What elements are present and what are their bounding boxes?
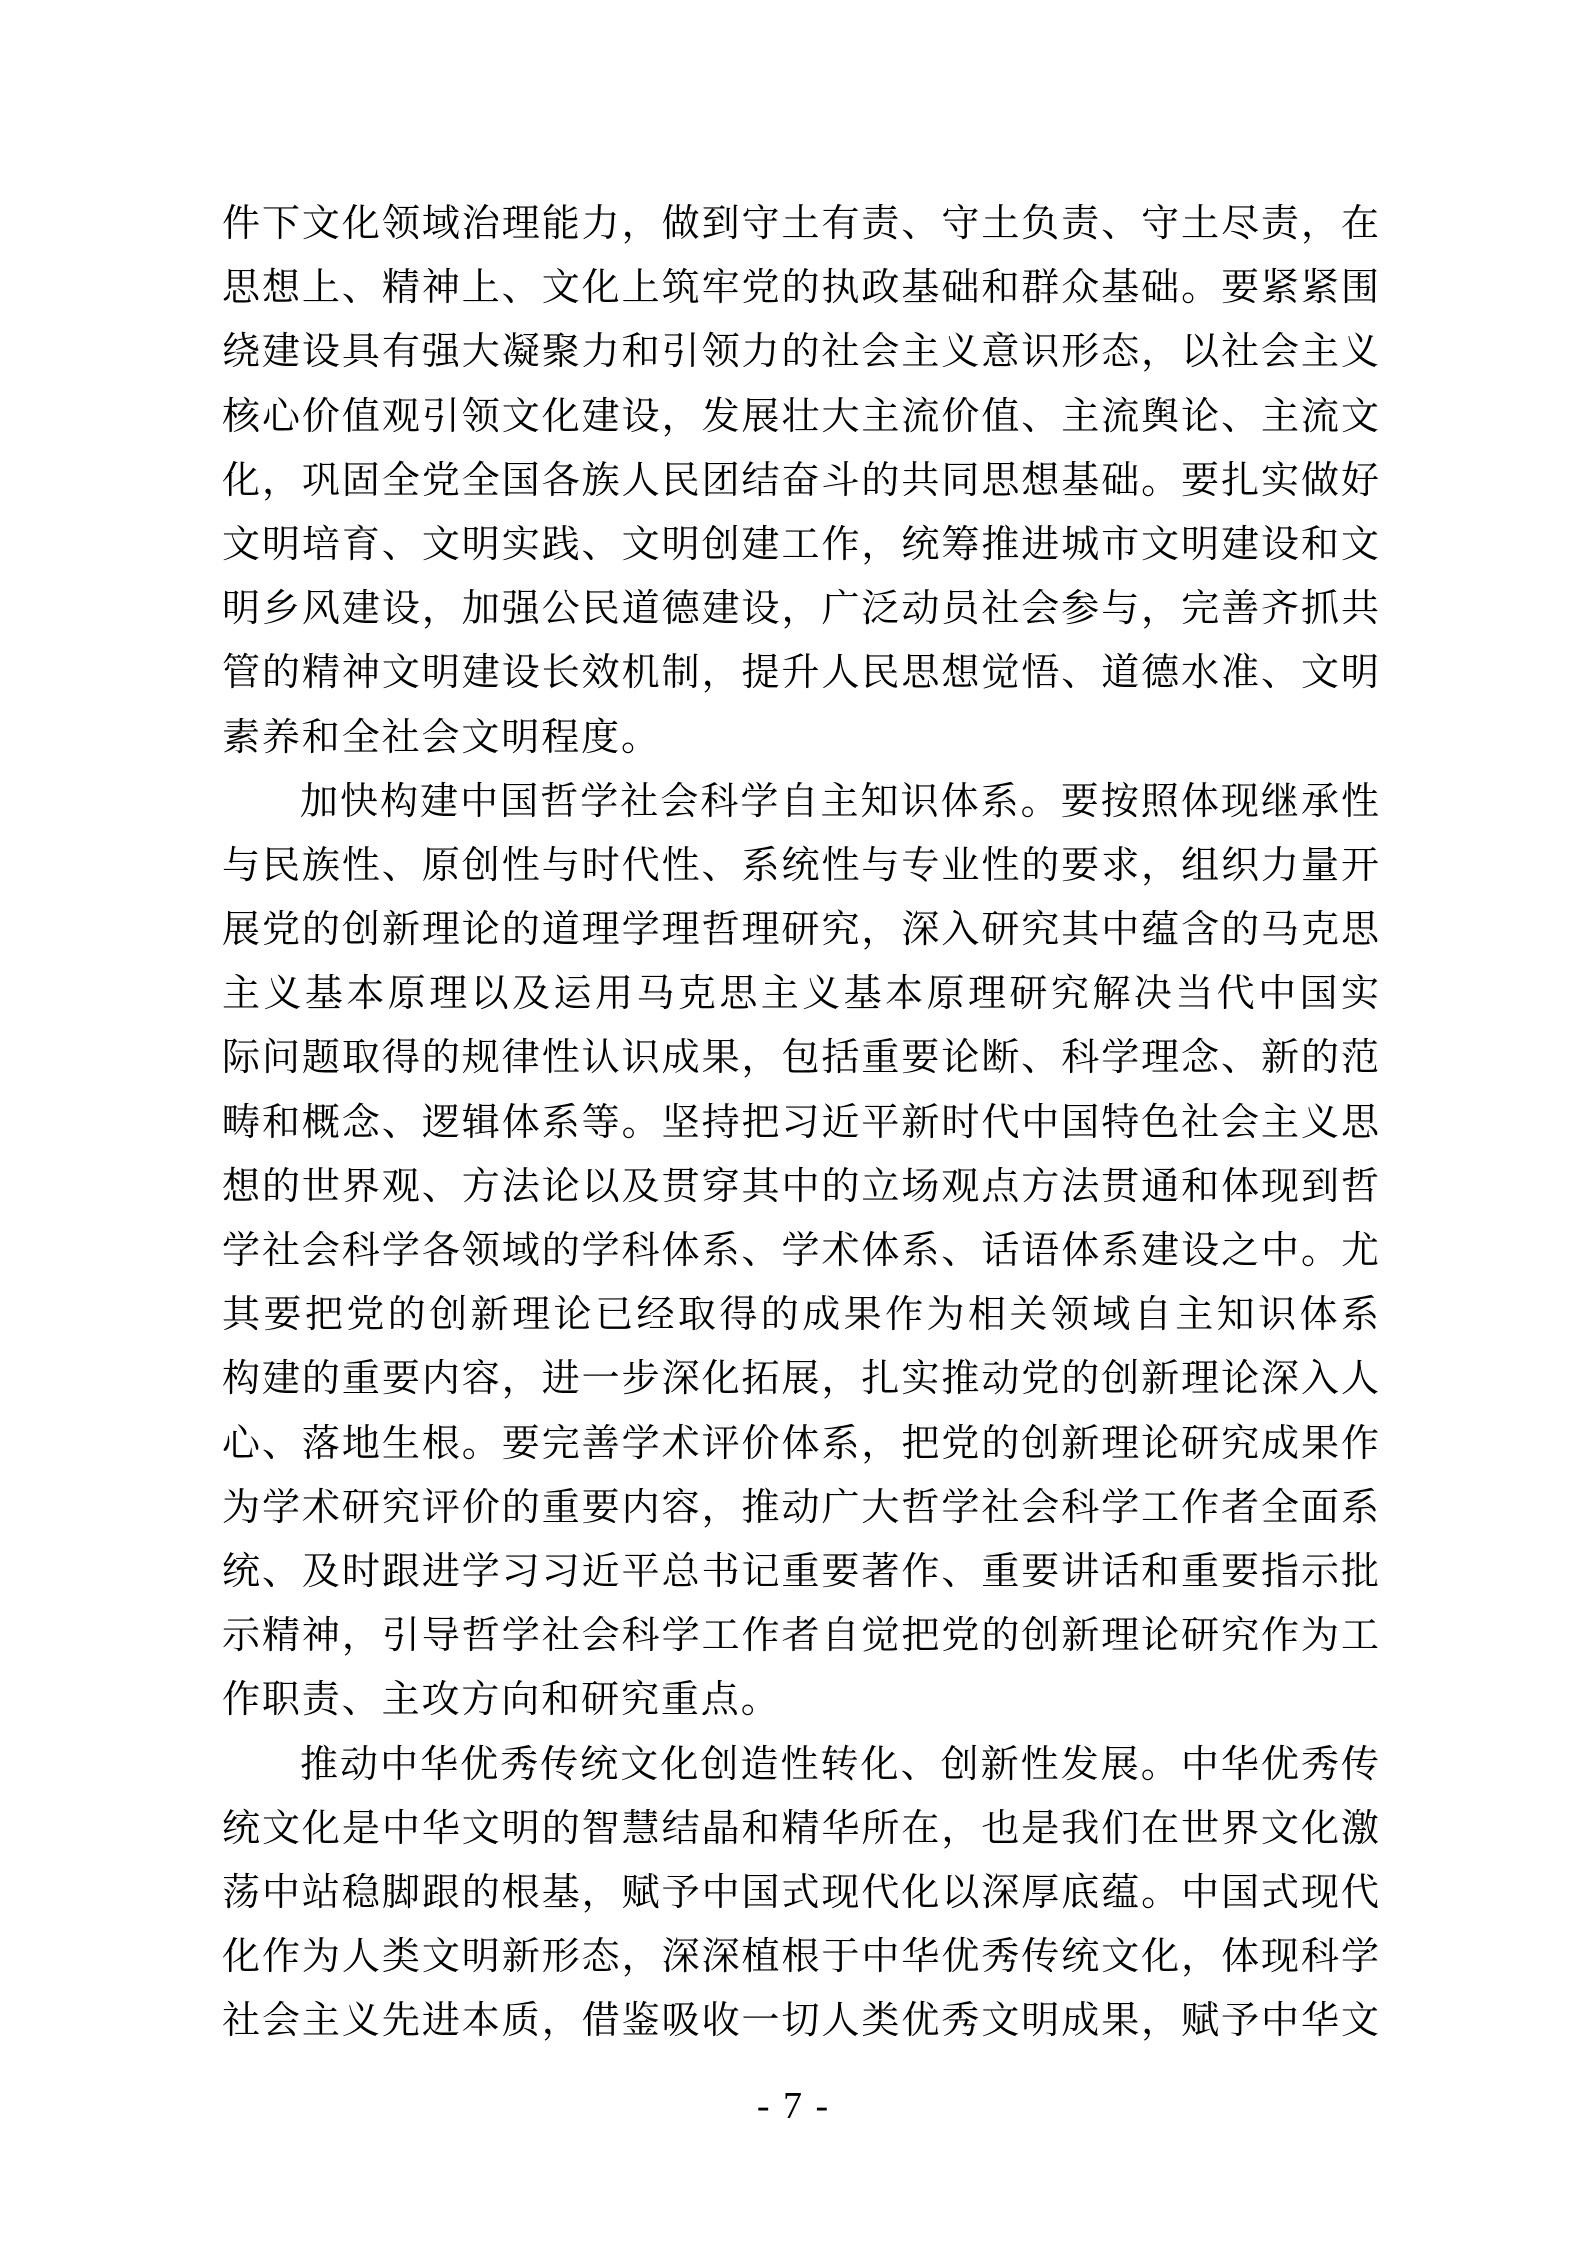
text-line: 示精神，引导哲学社会科学工作者自觉把党的创新理论研究作为工 bbox=[222, 1615, 1379, 1658]
text-line: 统文化是中华文明的智慧结晶和精华所在，也是我们在世界文化激 bbox=[222, 1807, 1379, 1850]
text-line: 加快构建中国哲学社会科学自主知识体系。要按照体现继承性 bbox=[300, 780, 1379, 823]
text-line: 社会主义先进本质，借鉴吸收一切人类优秀文明成果，赋予中华文 bbox=[222, 2000, 1379, 2043]
text-line: 素养和全社会文明程度。 bbox=[222, 716, 661, 759]
text-line: 主义基本原理以及运用马克思主义基本原理研究解决当代中国实 bbox=[222, 973, 1379, 1016]
paragraph bbox=[222, 192, 1379, 770]
text-line: 核心价值观引领文化建设，发展壮大主流价值、主流舆论、主流文 bbox=[222, 395, 1379, 438]
document-body bbox=[222, 192, 1379, 2053]
text-line: 畴和概念、逻辑体系等。坚持把习近平新时代中国特色社会主义思 bbox=[222, 1101, 1379, 1144]
paragraph bbox=[222, 770, 1379, 1733]
text-line: 荡中站稳脚跟的根基，赋予中国式现代化以深厚底蕴。中国式现代 bbox=[222, 1871, 1379, 1914]
text-line: 思想上、精神上、文化上筑牢党的执政基础和群众基础。要紧紧围 bbox=[222, 267, 1379, 310]
text-line: 心、落地生根。要完善学术评价体系，把党的创新理论研究成果作 bbox=[222, 1422, 1379, 1465]
text-line: 管的精神文明建设长效机制，提升人民思想觉悟、道德水准、文明 bbox=[222, 652, 1379, 695]
text-line: 为学术研究评价的重要内容，推动广大哲学社会科学工作者全面系 bbox=[222, 1486, 1379, 1529]
text-line: 化，巩固全党全国各族人民团结奋斗的共同思想基础。要扎实做好 bbox=[222, 459, 1379, 502]
text-line: 作职责、主攻方向和研究重点。 bbox=[222, 1679, 781, 1722]
page-number: - 7 - bbox=[756, 2085, 831, 2127]
text-line: 件下文化领域治理能力，做到守土有责、守土负责、守土尽责，在 bbox=[222, 203, 1379, 245]
text-line: 展党的创新理论的道理学理哲理研究，深入研究其中蕴含的马克思 bbox=[222, 909, 1379, 952]
text-line: 构建的重要内容，进一步深化拓展，扎实推动党的创新理论深入人 bbox=[222, 1358, 1379, 1401]
text-line: 学社会科学各领域的学科体系、学术体系、话语体系建设之中。尤 bbox=[222, 1230, 1379, 1272]
text-line: 化作为人类文明新形态，深深植根于中华优秀传统文化，体现科学 bbox=[222, 1936, 1379, 1979]
paragraph bbox=[222, 1733, 1379, 2054]
text-line: 统、及时跟进学习习近平总书记重要著作、重要讲话和重要指示批 bbox=[222, 1550, 1379, 1593]
text-line: 明乡风建设，加强公民道德建设，广泛动员社会参与，完善齐抓共 bbox=[222, 588, 1379, 631]
text-line: 想的世界观、方法论以及贯穿其中的立场观点方法贯通和体现到哲 bbox=[222, 1165, 1379, 1208]
text-line: 推动中华优秀传统文化创造性转化、创新性发展。中华优秀传 bbox=[300, 1743, 1379, 1786]
text-line: 绕建设具有强大凝聚力和引领力的社会主义意识形态，以社会主义 bbox=[222, 331, 1379, 374]
text-line: 其要把党的创新理论已经取得的成果作为相关领域自主知识体系 bbox=[222, 1294, 1379, 1337]
text-line: 文明培育、文明实践、文明创建工作，统筹推进城市文明建设和文 bbox=[222, 523, 1379, 566]
page-footer bbox=[0, 2074, 1587, 2138]
text-line: 际问题取得的规律性认识成果，包括重要论断、科学理念、新的范 bbox=[222, 1037, 1379, 1080]
text-line: 与民族性、原创性与时代性、系统性与专业性的要求，组织力量开 bbox=[222, 844, 1379, 887]
